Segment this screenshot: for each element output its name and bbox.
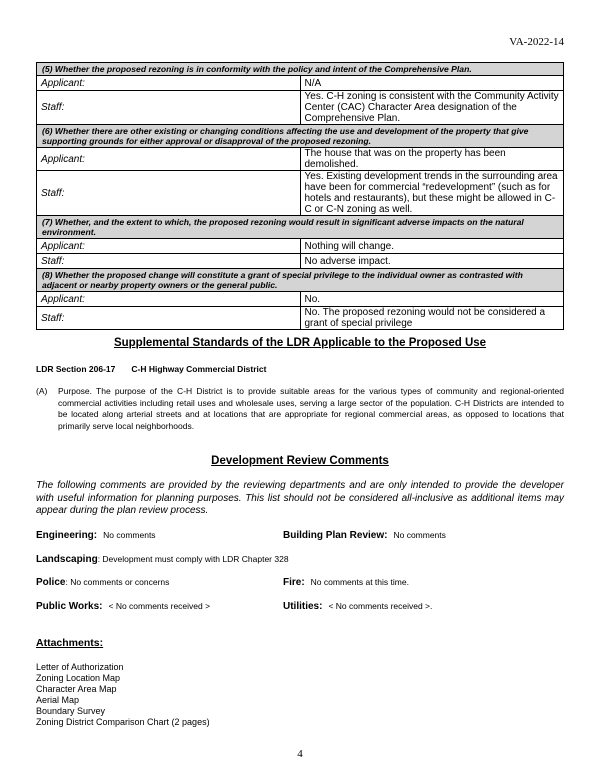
staff-label: Staff: — [37, 307, 301, 330]
rezoning-criteria-table — [36, 62, 564, 330]
criterion-6-row — [37, 125, 564, 148]
fire-comment — [283, 577, 409, 588]
attachment-item: Zoning District Comparison Chart (2 pages) — [36, 717, 210, 727]
criterion-7-row — [37, 216, 564, 239]
criterion-6-applicant-row — [37, 148, 564, 171]
criterion-8-staff-row — [37, 307, 564, 330]
criterion-8-applicant-response: No. — [300, 292, 564, 307]
review-intro-paragraph: The following comments are provided by the reviewing departments and are only intended to provide the developer with useful information for planning purposes. This list should not be considered all-inclusive as additional items may appear during the plan review process. — [36, 480, 564, 516]
engineering-value: No comments — [103, 530, 156, 540]
attachment-item: Letter of Authorization — [36, 662, 124, 672]
public-works-label: Public Works: — [36, 601, 103, 612]
utilities-label: Utilities: — [283, 601, 323, 612]
building-plan-review-label: Building Plan Review: — [283, 530, 388, 541]
building-plan-review-comment — [283, 530, 446, 541]
criterion-5-staff-row — [37, 91, 564, 125]
engineering-label: Engineering: — [36, 530, 98, 541]
purpose-marker: (A) — [36, 386, 48, 396]
criterion-8-staff-response: No. The proposed rezoning would not be considered a grant of special privilege — [300, 307, 564, 330]
attachment-item: Boundary Survey — [36, 706, 106, 716]
criterion-7-applicant-row — [37, 239, 564, 254]
criterion-6-question: (6) Whether there are other existing or changing conditions affecting the use and development of the property that give supporting grounds for either approval or disapproval of the proposed rezoning. — [37, 125, 564, 148]
engineering-comment — [36, 530, 156, 541]
fire-value: No comments at this time. — [310, 577, 409, 587]
police-comment — [36, 577, 169, 588]
document-number: VA-2022-14 — [509, 36, 564, 48]
attachment-item: Zoning Location Map — [36, 673, 121, 683]
criterion-8-question: (8) Whether the proposed change will constitute a grant of special privilege to the individual owner as contrasted with adjacent or nearby property owners or the general public. — [37, 269, 564, 292]
attachments-heading: Attachments: — [36, 637, 104, 649]
ldr-district-name: C-H Highway Commercial District — [131, 364, 267, 374]
applicant-label: Applicant: — [37, 76, 301, 91]
criterion-7-staff-row — [37, 254, 564, 269]
supplemental-standards-heading: Supplemental Standards of the LDR Applicable to the Proposed Use — [113, 337, 487, 349]
criterion-7-applicant-response: Nothing will change. — [300, 239, 564, 254]
applicant-label: Applicant: — [37, 292, 301, 307]
landscaping-comment — [36, 554, 289, 565]
criterion-5-applicant-response: N/A — [300, 76, 564, 91]
police-label: Police — [36, 577, 66, 588]
attachment-item: Aerial Map — [36, 695, 80, 705]
fire-label: Fire: — [283, 577, 305, 588]
purpose-paragraph — [36, 386, 564, 432]
police-value: : No comments or concerns — [65, 577, 170, 587]
staff-label: Staff: — [37, 91, 301, 125]
landscaping-value: : Development must comply with LDR Chapter 328 — [97, 554, 289, 564]
criterion-7-question: (7) Whether, and the extent to which, the proposed rezoning would result in significant adverse impacts on the natural environment. — [37, 216, 564, 239]
criterion-5-staff-response: Yes. C-H zoning is consistent with the Community Activity Center (CAC) Character Area designation of the Comprehensive Plan. — [300, 91, 564, 125]
development-review-heading: Development Review Comments — [211, 455, 389, 467]
page-number: 4 — [297, 748, 303, 760]
criterion-8-applicant-row — [37, 292, 564, 307]
public-works-value: < No comments received > — [108, 601, 211, 611]
purpose-text: Purpose. The purpose of the C-H District is to provide suitable areas for the various types of community and regional-oriented commercial activities including retail uses and wholesale uses, serving a large sector of the population. C-H Districts are intended to be located along arterial streets and at locations that are appropriate for regional commercial areas, as opposed to locations that primarily serve local neighborhoods. — [58, 386, 564, 431]
criterion-6-applicant-response: The house that was on the property has been demolished. — [300, 148, 564, 171]
ldr-section-heading — [36, 364, 266, 374]
criterion-6-staff-row — [37, 171, 564, 216]
criterion-5-applicant-row — [37, 76, 564, 91]
attachments-list — [36, 662, 210, 728]
attachment-item: Character Area Map — [36, 684, 117, 694]
public-works-comment — [36, 601, 210, 612]
criterion-5-question: (5) Whether the proposed rezoning is in conformity with the policy and intent of the Comprehensive Plan. — [37, 63, 564, 76]
staff-label: Staff: — [37, 171, 301, 216]
criterion-7-staff-response: No adverse impact. — [300, 254, 564, 269]
criterion-8-row — [37, 269, 564, 292]
criterion-6-staff-response: Yes. Existing development trends in the surrounding area have been for commercial “redevelopment” (such as for hotels and restaurants), but these might be allowed in C-C or C-N zoning as well. — [300, 171, 564, 216]
landscaping-label: Landscaping — [36, 554, 98, 565]
ldr-section-number: LDR Section 206-17 — [36, 364, 116, 374]
utilities-comment — [283, 601, 432, 612]
applicant-label: Applicant: — [37, 239, 301, 254]
criterion-5-row — [37, 63, 564, 76]
staff-label: Staff: — [37, 254, 301, 269]
utilities-value: < No comments received >. — [328, 601, 433, 611]
building-plan-review-value: No comments — [393, 530, 446, 540]
applicant-label: Applicant: — [37, 148, 301, 171]
